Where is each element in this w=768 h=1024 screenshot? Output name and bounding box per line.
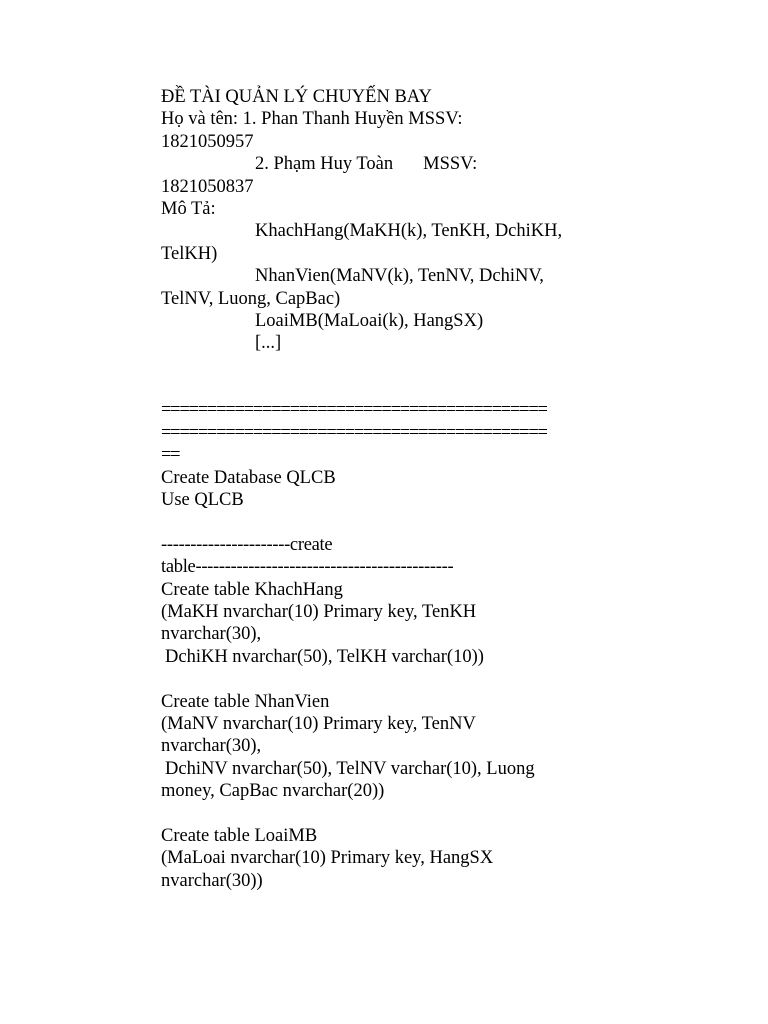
spacer (161, 668, 611, 690)
student2-id: 1821050837 (161, 176, 254, 197)
student2-mssv-label: MSSV: (423, 154, 478, 175)
spacer (161, 803, 611, 825)
sql-loaimb-line1: Create table LoaiMB (161, 825, 318, 846)
sql-khachhang-line1: Create table KhachHang (161, 579, 343, 600)
sql-nhanvien-line3: nvarchar(30), (161, 736, 262, 757)
sql-nhanvien-line1: Create table NhanVien (161, 691, 330, 712)
description-label: Mô Tả: (161, 198, 216, 219)
sql-nhanvien-line2: (MaNV nvarchar(10) Primary key, TenNV (161, 713, 476, 734)
sql-comment-line1: ----------------------create (161, 534, 333, 555)
spacer (161, 355, 611, 400)
separator-line1: ========================================== (161, 400, 547, 421)
entity-loaimb: LoaiMB(MaLoai(k), HangSX) (255, 310, 484, 331)
document-title: ĐỀ TÀI QUẢN LÝ CHUYẾN BAY (161, 87, 432, 107)
separator-line2: ========================================== (161, 422, 547, 443)
sql-loaimb-line2: (MaLoai nvarchar(10) Primary key, HangSX (161, 848, 494, 869)
sql-create-database: Create Database QLCB (161, 467, 336, 488)
sql-khachhang-line4: DchiKH nvarchar(50), TelKH varchar(10)) (165, 646, 484, 667)
sql-loaimb-line3: nvarchar(30)) (161, 870, 263, 891)
sql-nhanvien-line5: money, CapBac nvarchar(20)) (161, 781, 385, 802)
entity-khachhang-line2: TelKH) (161, 243, 218, 264)
student1-id: 1821050957 (161, 131, 254, 152)
student2-name: 2. Phạm Huy Toàn (255, 154, 394, 175)
entity-nhanvien-line2: TelNV, Luong, CapBac) (161, 288, 341, 309)
entity-nhanvien-line1: NhanVien(MaNV(k), TenNV, DchiNV, (255, 266, 544, 287)
sql-comment-line2: table-------------------------------------------- (161, 557, 454, 578)
entity-khachhang-line1: KhachHang(MaKH(k), TenKH, DchiKH, (255, 221, 563, 242)
sql-nhanvien-line4: DchiNV nvarchar(50), TelNV varchar(10), Luong (165, 758, 535, 779)
separator-line3: == (161, 445, 180, 466)
sql-khachhang-line3: nvarchar(30), (161, 624, 262, 645)
student2-line (161, 153, 611, 175)
sql-khachhang-line2: (MaKH nvarchar(10) Primary key, TenKH (161, 602, 477, 622)
sql-use-database: Use QLCB (161, 490, 244, 511)
spacer (161, 511, 611, 533)
ellipsis: [...] (255, 333, 282, 354)
document-page (161, 86, 611, 892)
student1-line: Họ và tên: 1. Phan Thanh Huyền MSSV: (161, 109, 463, 130)
